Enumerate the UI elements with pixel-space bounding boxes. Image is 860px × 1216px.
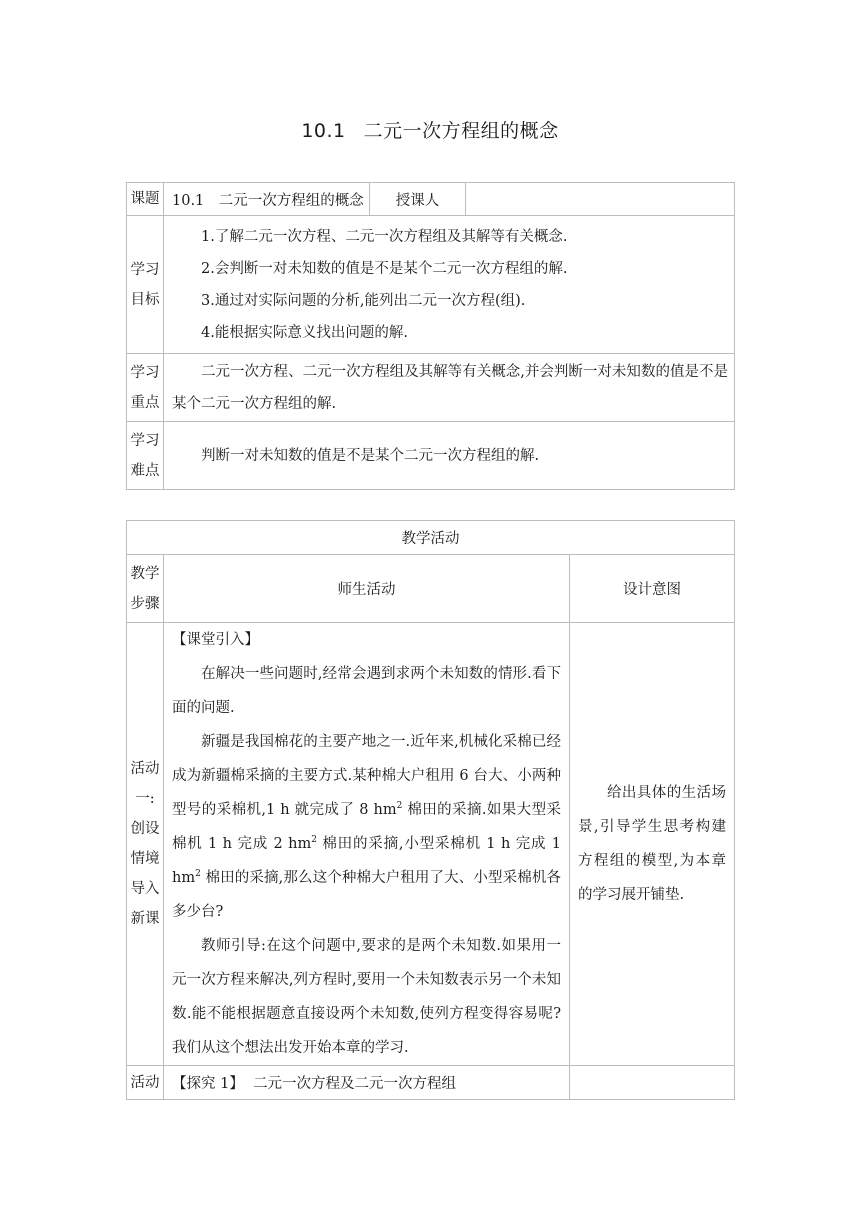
page-title [0,116,860,143]
difficulty-label-line: 学习 [130,432,160,449]
superscript: 2 [195,869,201,880]
activity-2-intent [570,1066,735,1100]
activity-header-row [127,521,735,555]
key-row [127,354,735,422]
step-line: 新课 [130,911,160,927]
problem-text: 棉田的采摘,那么这个种棉大户租用了大、小型采棉机各多少台? [172,870,561,920]
goal-item: 4.能根据实际意义找出问题的解. [201,324,408,341]
problem-text: 棉田的采摘.如果大型采棉机 1 h 完成 2 hm [172,802,561,852]
activity-1-content [164,623,570,1066]
step-line: 创设 [130,821,160,837]
goal-item: 2.会判断一对未知数的值是不是某个二元一次方程组的解. [201,260,568,277]
teacher-label: 授课人 [370,183,466,216]
step-line: 一: [135,791,155,807]
superscript: 2 [311,835,317,846]
section-title-text: 二元一次方程组的概念 [363,120,559,142]
activity-1-intent [570,623,735,1066]
step-label-line: 步骤 [130,595,160,612]
problem-paragraph [172,725,561,929]
key-label [127,354,164,422]
section-number: 10.1 [301,120,346,142]
difficulty-text: 判断一对未知数的值是不是某个二元一次方程组的解. [201,447,540,464]
topic-value: 10.1 二元一次方程组的概念 [164,183,370,216]
superscript: 2 [396,801,403,812]
column-header-row [127,555,735,623]
problem-text: 棉田的采摘,小型采棉机 1 h 完成 1 hm [172,836,561,886]
problem-text: 新疆是我国棉花的主要产地之一.近年来,机械化采棉已经成为新疆棉采摘的主要方式.某种棉大户租用 6 台大、小两种型号的采棉机,1 h 就完成了 8 hm [172,734,561,818]
key-label-line: 重点 [130,394,160,411]
teaching-activity-table [126,520,735,1100]
lesson-info-table [126,182,735,490]
section-heading: 【探究 1】 [172,1076,244,1092]
activity-column-label: 师生活动 [164,555,570,623]
topic-row [127,183,735,216]
goals-row [127,216,735,354]
step-line: 导入 [130,881,160,897]
teacher-value [466,183,735,216]
goal-item: 3.通过对实际问题的分析,能列出二元一次方程(组). [201,292,526,309]
intent-text: 给出具体的生活场景,引导学生思考构建方程组的模型,为本章的学习展开铺垫. [578,785,727,903]
key-text: 二元一次方程、二元一次方程组及其解等有关概念,并会判断一对未知数的值是不是某个二元一次方程组的解. [172,363,728,412]
activity-2-step: 活动 [127,1066,164,1100]
step-label-line: 教学 [130,565,160,582]
difficulty-label [127,422,164,490]
difficulty-label-line: 难点 [130,462,160,479]
goal-item: 1.了解二元一次方程、二元一次方程组及其解等有关概念. [201,228,568,245]
step-line: 情境 [130,851,160,867]
section-heading: 【课堂引入】 [172,632,259,648]
goals-label [127,216,164,354]
activity-2-content [164,1066,570,1100]
activity-header: 教学活动 [127,521,735,555]
intent-column-label: 设计意图 [570,555,735,623]
key-content [164,354,735,422]
difficulty-row [127,422,735,490]
activity-row-1 [127,623,735,1066]
section-text: 二元一次方程及二元一次方程组 [253,1076,457,1092]
activity-row-2 [127,1066,735,1100]
topic-label: 课题 [127,183,164,216]
activity-1-step [127,623,164,1066]
intro-paragraph: 在解决一些问题时,经常会遇到求两个未知数的情形.看下面的问题. [172,666,561,716]
step-line: 活动 [130,761,160,777]
difficulty-content [164,422,735,490]
step-column-label [127,555,164,623]
goals-label-line: 学习 [130,261,160,278]
key-label-line: 学习 [130,364,160,381]
guide-paragraph: 教师引导:在这个问题中,要求的是两个未知数.如果用一元一次方程来解决,列方程时,要用一个未知数表示另一个未知数.能不能根据题意直接设两个未知数,使列方程变得容易呢?我们从这个想法出发开始本章的学习. [172,938,561,1056]
goals-label-line: 目标 [130,291,160,308]
goals-content [164,216,735,354]
